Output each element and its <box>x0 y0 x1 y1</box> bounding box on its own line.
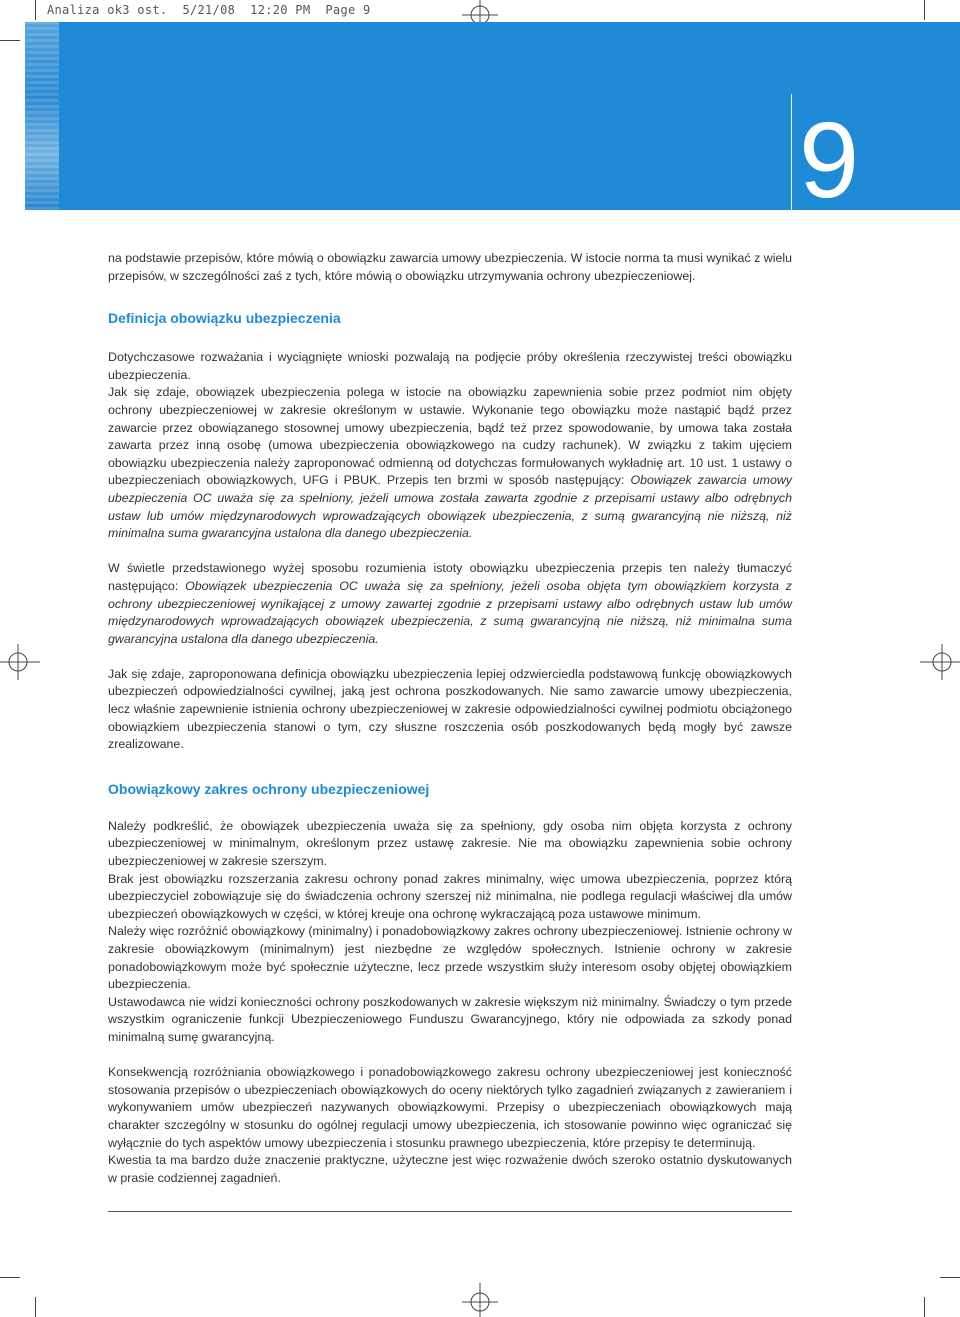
paragraph-konsekwencja: Konsekwencją rozróżniania obowiązkowego i ponadobowiązkowego zakresu ochrony ubezpieczeniowej jest konieczność stosowania przepisów o ubezpieczeniach obowiązkowych do oceny niektórych tylko zagadnień związanych z zawieraniem i wykonywaniem umów ubezpieczeń nazywanych obowiązkowymi. Przepisy o ubezpieczeniach obowiązkowych mają charakter szczególny w stosunku do ogólnej regulacji umowy ubezpieczenia, ich stosowanie powinno więc ograniczać się wyłącznie do tych aspektów umowy ubezpieczenia i stosunku prawnego ubezpieczenia, które przepisy te determinują. <box>108 1065 792 1150</box>
paragraph-nalezy-wiec: Należy więc rozróżnić obowiązkowy (minimalny) i ponadobowiązkowy zakres ochrony ubezpieczeniowej. Istnienie ochrony w zakresie obowiązkowym (minimalnym) jest niezbędne ze względów społecznych. Istnienie ochrony w zakresie ponadobowiązkowym może być społecznie użyteczne, lecz przede wszystkim służy interesom osoby objętej obowiązkiem ubezpieczenia. <box>108 924 792 992</box>
registration-mark-bottom-icon <box>462 1283 498 1317</box>
registration-mark-right-icon <box>920 642 960 682</box>
paragraph-dotychczasowe: Dotychczasowe rozważania i wyciągnięte wnioski pozwalają na podjęcie próby określenia rzeczywistej treści obowiązku ubezpieczenia. <box>108 350 792 382</box>
crop-mark-top-left-v <box>35 0 36 20</box>
registration-mark-left-icon <box>0 642 40 682</box>
crop-mark-bottom-left-h <box>0 1277 20 1278</box>
paragraph-text: W świetle przedstawionego wyżej sposobu rozumienia istoty obowiązku ubezpieczenia przepis ten należy tłumaczyć następująco: <box>108 561 792 593</box>
paragraph-kwestia: Kwestia ta ma bardzo duże znaczenie praktyczne, użyteczne jest więc rozważenie dwóch szeroko ostatnio dyskutowanych w prasie codziennej zagadnień. <box>108 1153 792 1185</box>
paragraph-text: Jak się zdaje, obowiązek ubezpieczenia polega w istocie na obowiązku zapewnienia sobie przez podmiot nim objęty ochrony ubezpieczeniowej w zakresie określonym w ustawie. Wykonanie tego obowiązku może nastąpić bądź przez zawarcie przez obowiązanego stosownej umowy ubezpieczenia, bądź też przez spowodowanie, by umowa taka została zawarta przez inną osobę (umowa ubezpieczenia obowiązkowego na cudzy rachunek). W związku z takim ujęciem obowiązku ubezpieczenia należy zaproponować odmienną od dotychczas formułowanych wykładnię art. 10 ust. 1 ustawy o ubezpieczeniach obowiązkowych, UFG i PBUK. Przepis ten brzmi w sposób następujący: <box>108 385 792 488</box>
section-heading-zakres: Obowiązkowy zakres ochrony ubezpieczeniowej <box>108 780 430 797</box>
section-heading-definicja: Definicja obowiązku ubezpieczenia <box>108 310 341 327</box>
chapter-number: 9 <box>799 99 858 220</box>
banner-texture <box>25 22 59 210</box>
crop-mark-bottom-right-v <box>924 1297 925 1317</box>
paragraph-ustawodawca: Ustawodawca nie widzi konieczności ochrony poszkodowanych w zakresie większym niż minimalny. Świadczy o tym przede wszystkim ograniczenie funkcji Ubezpieczeniowego Funduszu Gwarancyjnego, który nie odpowiada za szkody ponad minimalną sumę gwarancyjną. <box>108 994 792 1044</box>
proposed-interpretation: Obowiązek ubezpieczenia OC uważa się za spełniony, jeżeli osoba objęta tym obowiązkiem korzysta z ochrony ubezpieczeniowej wynikającej z umowy zawartej zgodnie z przepisami ustawy albo odrębnych ustaw lub umów międzynarodowych wprowadzających obowiązek ubezpieczenia, z sumą gwarancyjną nie niższą, niż minimalna suma gwarancyjna ustalona dla danego ubezpieczenia. <box>108 578 792 646</box>
paragraph-nalezy-podkreslic: Należy podkreślić, że obowiązek ubezpieczenia uważa się za spełniony, gdy osoba nim objęta korzysta z ochrony ubezpieczeniowej w minimalnym, określonym przez ustawę zakresie. Nie ma obowiązku zapewnienia sobie ochrony ubezpieczeniowej w zakresie szerszym. <box>108 818 792 869</box>
quoted-provision: Obowiązek zawarcia umowy ubezpieczenia OC uważa się za spełniony, jeżeli umowa została zawarta zgodnie z przepisami ustawy albo odrębnych ustaw lub umów międzynarodowych wprowadzających obowiązek ubezpieczenia, z sumą gwarancyjną nie niższą, niż minimalna suma gwarancyjna ustalona dla danego ubezpieczenia. <box>108 473 792 541</box>
crop-mark-top-left-h <box>0 40 20 41</box>
chapter-banner <box>25 22 960 220</box>
crop-mark-bottom-right-h <box>940 1277 960 1278</box>
paragraph-jak-sie-zdaje-2: Jak się zdaje, zaproponowana definicja obowiązku ubezpieczenia lepiej odzwierciedla podstawową funkcję obowiązkowych ubezpieczeń odpowiedzialności cywilnej, jaką jest ochrona poszkodowanych. Nie samo zawarcie umowy ubezpieczenia, lecz właśnie zapewnienie istnienia ochrony ubezpieczeniowej w zakresie odpowiedzialności cywilnej podmiotu obciążonego obowiązkiem ubezpieczenia stanowi o tym, czy słuszne roszczenia osób poszkodowanych będą mogły być zawsze zrealizowane. <box>108 666 792 752</box>
paragraph-w-swietle <box>108 560 792 648</box>
banner-divider <box>791 94 792 210</box>
crop-mark-bottom-left-v <box>35 1297 36 1317</box>
paragraph-brak: Brak jest obowiązku rozszerzania zakresu ochrony ponad zakres minimalny, więc umowa ubezpieczenia, poprzez którą ubezpieczyciel zobowiązuje się do świadczenia ochrony szerszej niż minimalna, nie podlega regulacji właściwej dla umów ubezpieczeń obowiązkowych w części, w której kreuje ona ochronę wykraczającą poza ustawowe minimum. <box>108 871 792 921</box>
crop-mark-top-right-v <box>924 0 925 20</box>
paragraph-intro: na podstawie przepisów, które mówią o obowiązku zawarcia umowy ubezpieczenia. W istocie norma ta musi wynikać z wielu przepisów, w szczególności zaś z tych, które mówią o obowiązku utrzymywania ochrony ubezpieczeniowej. <box>108 251 792 283</box>
print-slug: Analiza ok3 ost. 5/21/08 12:20 PM Page 9 <box>47 3 371 17</box>
footer-rule <box>108 1211 792 1212</box>
body-text <box>108 250 792 1187</box>
paragraph-jak-sie-zdaje-1 <box>108 384 792 542</box>
